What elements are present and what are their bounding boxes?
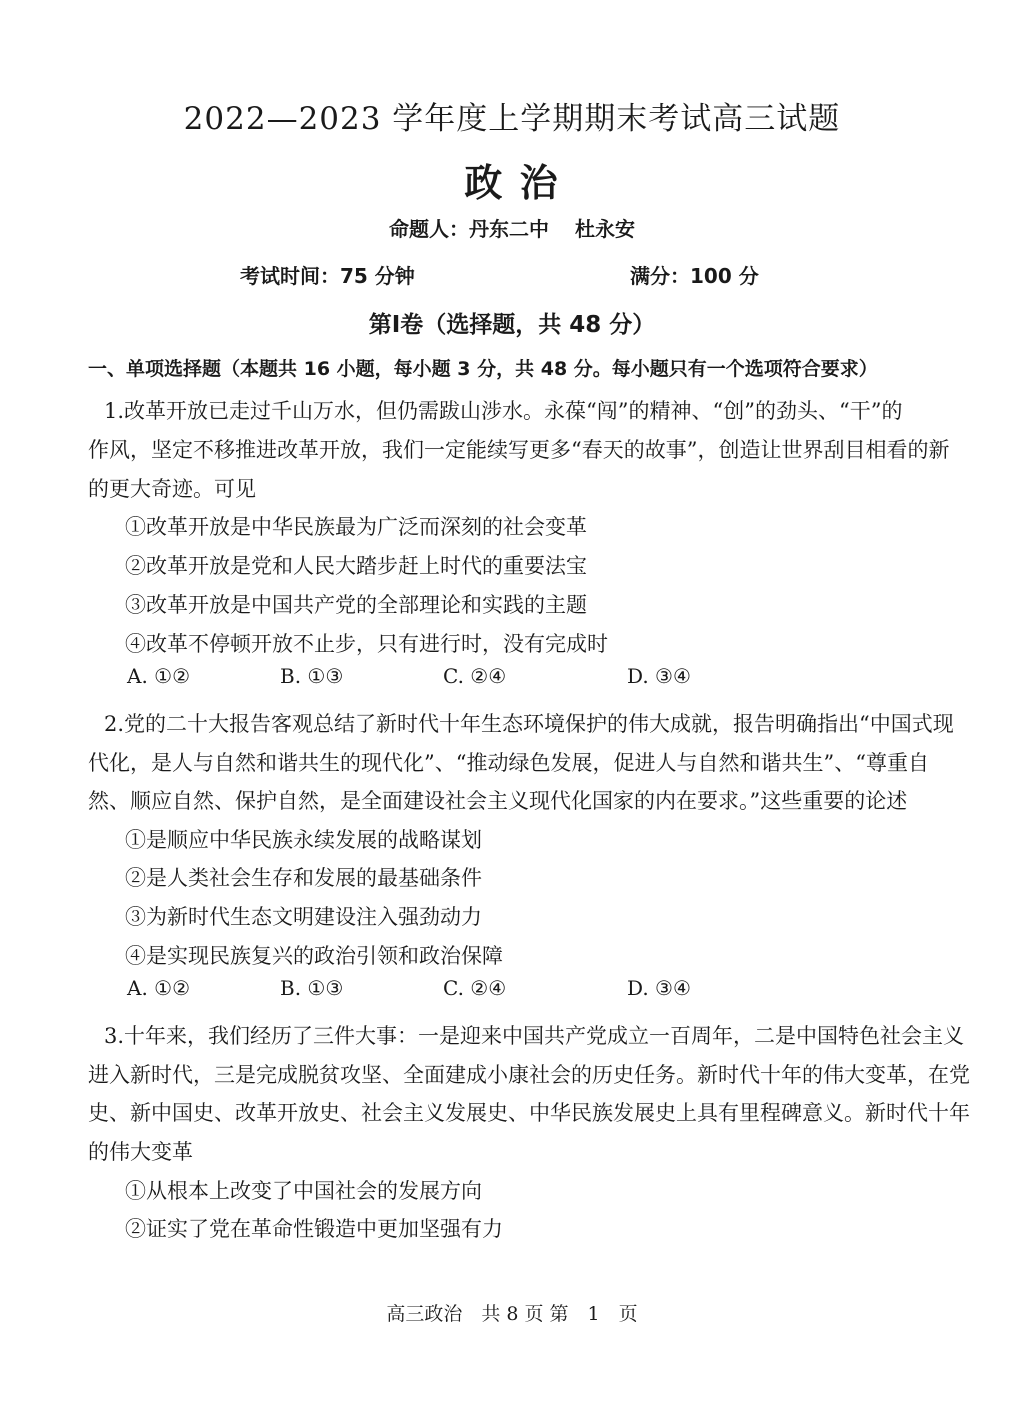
- full-score: 满分：100 分: [630, 264, 759, 288]
- statement-option: ①是顺应中华民族永续发展的战略谋划: [125, 828, 482, 852]
- statement-option: ④是实现民族复兴的政治引领和政治保障: [125, 944, 503, 968]
- answer-choice-d: D. ③④: [627, 976, 691, 1000]
- question-stem-line: 代化，是人与自然和谐共生的现代化”、“推动绿色发展，促进人与自然和谐共生”、“尊重自: [88, 751, 929, 775]
- statement-option: ①改革开放是中华民族最为广泛而深刻的社会变革: [125, 515, 587, 539]
- question-stem-line: 的更大奇迹。可见: [88, 477, 256, 501]
- question-stem-line: 进入新时代，三是完成脱贫攻坚、全面建成小康社会的历史任务。新时代十年的伟大变革，在党: [88, 1063, 970, 1087]
- question-stem-line: 史、新中国史、改革开放史、社会主义发展史、中华民族发展史上具有里程碑意义。新时代十年: [88, 1101, 970, 1125]
- statement-option: ④改革不停顿开放不止步，只有进行时，没有完成时: [125, 632, 608, 656]
- author-label: 命题人：丹东二中: [389, 217, 549, 241]
- statement-option: ③为新时代生态文明建设注入强劲动力: [125, 905, 482, 929]
- question-stem-line: 然、顺应自然、保护自然，是全面建设社会主义现代化国家的内在要求。”这些重要的论述: [88, 789, 908, 813]
- statement-option: ③改革开放是中国共产党的全部理论和实践的主题: [125, 593, 587, 617]
- question-stem-line: 3.十年来，我们经历了三件大事：一是迎来中国共产党成立一百周年，二是中国特色社会主义: [104, 1024, 965, 1048]
- question-stem-line: 1.改革开放已走过千山万水，但仍需跋山涉水。永葆“闯”的精神、“创”的劲头、“干”的: [104, 399, 903, 423]
- exam-time: 考试时间：75 分钟: [240, 264, 415, 288]
- subject-title: 政 治: [464, 160, 560, 205]
- answer-choice-c: C. ②④: [443, 976, 507, 1000]
- statement-option: ②证实了党在革命性锻造中更加坚强有力: [125, 1217, 503, 1241]
- answer-choice-a: A. ①②: [127, 664, 191, 688]
- statement-option: ②改革开放是党和人民大踏步赶上时代的重要法宝: [125, 554, 587, 578]
- question-stem-line: 的伟大变革: [88, 1140, 193, 1164]
- author-name: 杜永安: [575, 217, 635, 241]
- statement-option: ②是人类社会生存和发展的最基础条件: [125, 866, 482, 890]
- question-stem-line: 作风，坚定不移推进改革开放，我们一定能续写更多“春天的故事”，创造让世界刮目相看的新: [88, 438, 950, 462]
- question-stem-line: 2.党的二十大报告客观总结了新时代十年生态环境保护的伟大成就，报告明确指出“中国式现: [104, 712, 954, 736]
- answer-choice-b: B. ①③: [280, 664, 344, 688]
- page-footer: 高三政治 共 8 页 第 1 页: [386, 1303, 638, 1325]
- part-heading: 第Ⅰ卷（选择题，共 48 分）: [368, 312, 656, 338]
- section-heading: 一、单项选择题（本题共 16 小题，每小题 3 分，共 48 分。每小题只有一个选项符合要求）: [88, 358, 878, 380]
- answer-choice-d: D. ③④: [627, 664, 691, 688]
- answer-choice-a: A. ①②: [127, 976, 191, 1000]
- statement-option: ①从根本上改变了中国社会的发展方向: [125, 1179, 482, 1203]
- exam-title: 2022—2023 学年度上学期期末考试高三试题: [183, 101, 841, 137]
- answer-choice-c: C. ②④: [443, 664, 507, 688]
- answer-choice-b: B. ①③: [280, 976, 344, 1000]
- author-line: [0, 213, 1024, 242]
